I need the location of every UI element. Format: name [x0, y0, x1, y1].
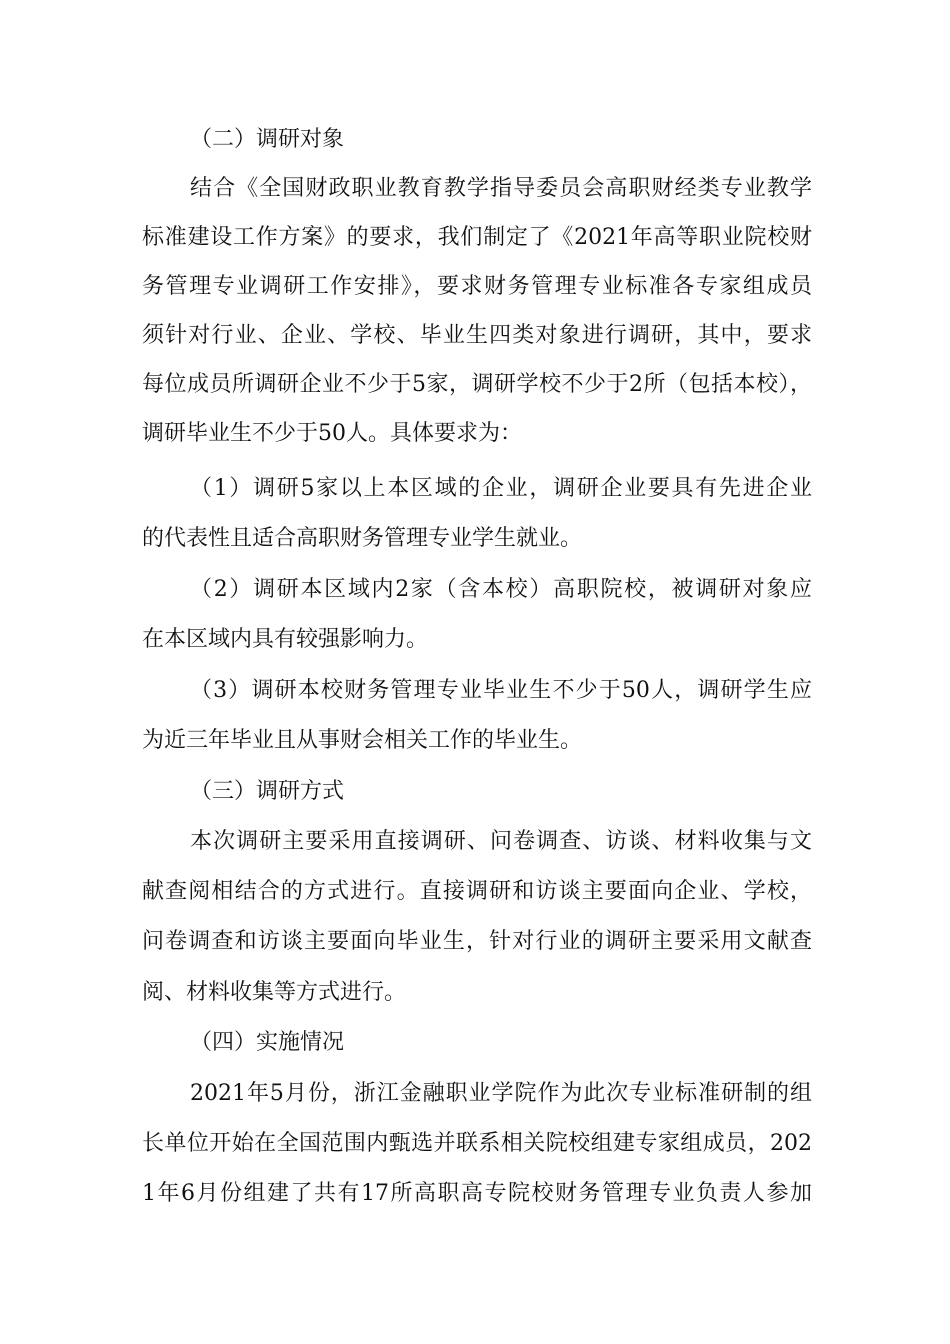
paragraph-line: 标准建设工作方案》的要求，我们制定了《2021年高等职业院校财: [142, 225, 812, 250]
paragraph-line: 每位成员所调研企业不少于5家，调研学校不少于2所（包括本校），: [142, 372, 812, 397]
paragraph-line: 献查阅相结合的方式进行。直接调研和访谈主要面向企业、学校，: [142, 879, 812, 904]
paragraph-line: 2021年5月份，浙江金融职业学院作为此次专业标准研制的组: [190, 1081, 812, 1106]
paragraph-line: 长单位开始在全国范围内甄选并联系相关院校组建专家组成员，202: [142, 1131, 812, 1156]
section-heading-implementation: （四）实施情况: [190, 1030, 345, 1055]
paragraph-line: 调研毕业生不少于50人。具体要求为：: [142, 421, 522, 446]
list-item-line: （3）调研本校财务管理专业毕业生不少于50人，调研学生应: [190, 678, 812, 703]
paragraph-line: 务管理专业调研工作安排》，要求财务管理专业标准各专家组成员: [142, 274, 812, 299]
section-heading-research-objects: （二）调研对象: [190, 127, 345, 152]
list-item-line: 在本区域内具有较强影响力。: [142, 627, 429, 652]
section-heading-research-methods: （三）调研方式: [190, 779, 345, 804]
list-item-line: 的代表性且适合高职财务管理专业学生就业。: [142, 526, 583, 551]
list-item-line: 为近三年毕业且从事财会相关工作的毕业生。: [142, 728, 583, 753]
paragraph-line: 须针对行业、企业、学校、毕业生四类对象进行调研，其中，要求: [142, 323, 812, 348]
list-item-line: （2）调研本区域内2家（含本校）高职院校，被调研对象应: [190, 577, 812, 602]
list-item-line: （1）调研5家以上本区域的企业，调研企业要具有先进企业: [190, 476, 812, 501]
paragraph-line: 结合《全国财政职业教育教学指导委员会高职财经类专业教学: [190, 176, 812, 201]
paragraph-line: 阅、材料收集等方式进行。: [142, 980, 407, 1005]
paragraph-line: 问卷调查和访谈主要面向毕业生，针对行业的调研主要采用文献查: [142, 929, 812, 954]
paragraph-line: 1年6月份组建了共有17所高职高专院校财务管理专业负责人参加: [142, 1181, 812, 1206]
paragraph-line: 本次调研主要采用直接调研、问卷调查、访谈、材料收集与文: [190, 829, 812, 854]
